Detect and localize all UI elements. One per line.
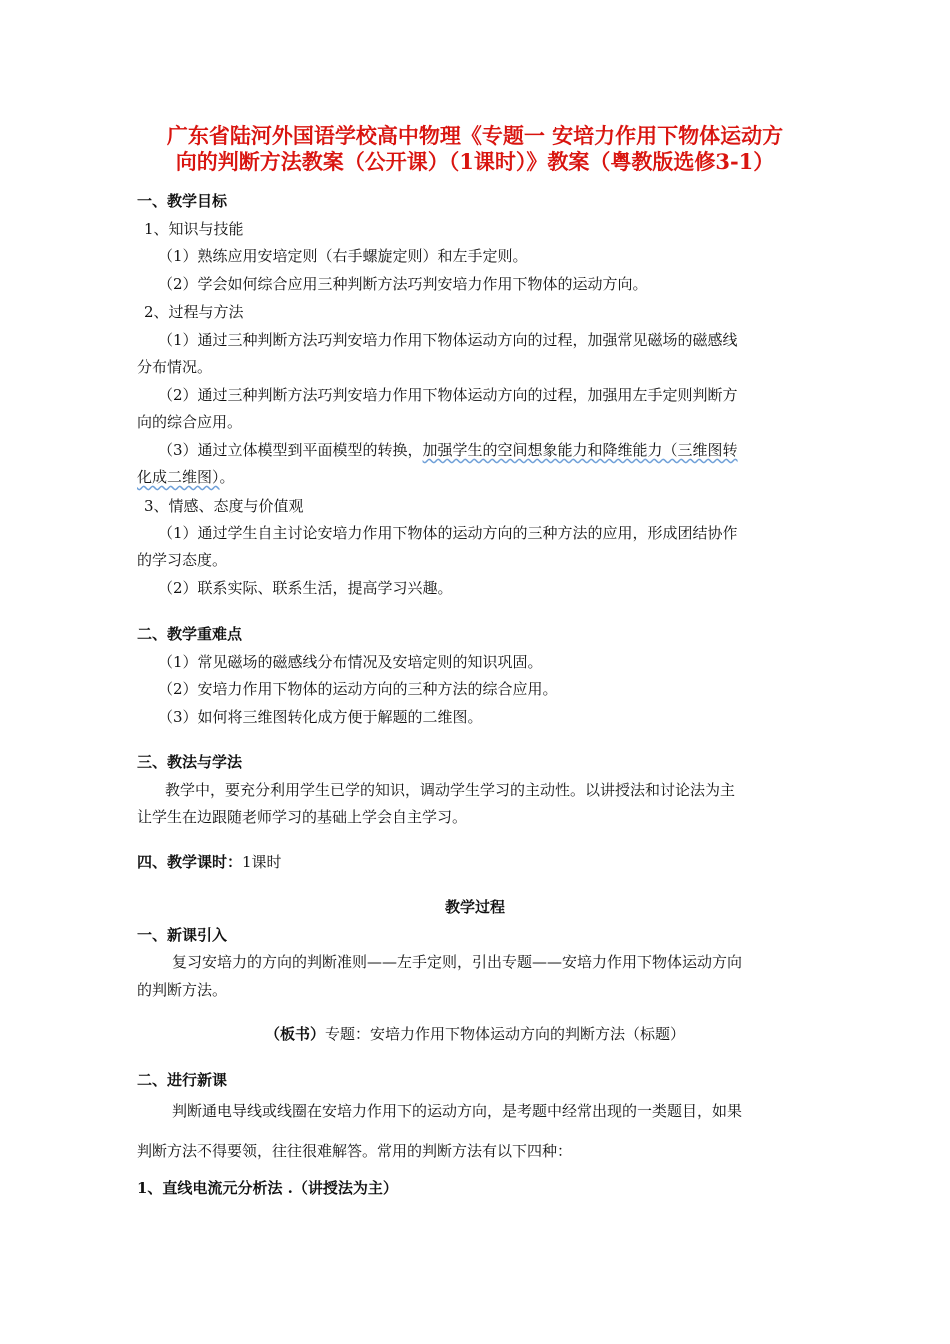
goal-item-continued: 的学习态度。 bbox=[137, 551, 228, 569]
intro-paragraph-continued: 的判断方法。 bbox=[137, 981, 228, 999]
goal-item-continued bbox=[137, 467, 235, 487]
keypoint-item: （3）如何将三维图转化成方便于解题的二维图。 bbox=[158, 708, 483, 726]
goal-item-continued: 分布情况。 bbox=[137, 358, 213, 376]
keypoint-item: （1）常见磁场的磁感线分布情况及安培定则的知识巩固。 bbox=[158, 653, 543, 671]
keypoint-item: （2）安培力作用下物体的运动方向的三种方法的综合应用。 bbox=[158, 680, 558, 698]
hours-label: 四、教学课时： bbox=[137, 853, 243, 871]
goal-item: （2）学会如何综合应用三种判断方法巧判安培力作用下物体的运动方向。 bbox=[158, 275, 648, 293]
methods-paragraph: 教学中，要充分利用学生已学的知识，调动学生学习的主动性。以讲授法和讨论法为主 bbox=[165, 781, 736, 799]
goal-item: （2）联系实际、联系生活，提高学习兴趣。 bbox=[158, 579, 453, 597]
section-heading-methods: 三、教法与学法 bbox=[137, 753, 243, 771]
section-heading-intro: 一、新课引入 bbox=[137, 926, 228, 944]
goal-text: 。 bbox=[219, 468, 235, 486]
subheading-process: 2、过程与方法 bbox=[144, 303, 244, 321]
goal-item bbox=[158, 440, 738, 460]
section-heading-keypoints: 二、教学重难点 bbox=[137, 625, 243, 643]
grammar-underlined-text: 化成二维图） bbox=[137, 468, 220, 486]
intro-paragraph: 复习安培力的方向的判断准则——左手定则，引出专题——安培力作用下物体运动方向 bbox=[172, 953, 743, 971]
section-heading-goals: 一、教学目标 bbox=[137, 192, 228, 210]
new-lesson-paragraph: 判断通电导线或线圈在安培力作用下的运动方向，是考题中经常出现的一类题目，如果 bbox=[172, 1102, 743, 1120]
hours-value: 1课时 bbox=[242, 853, 282, 871]
board-label: （板书） bbox=[264, 1025, 325, 1043]
process-heading: 教学过程 bbox=[444, 898, 505, 916]
subheading-attitude: 3、情感、态度与价值观 bbox=[144, 497, 304, 515]
section-heading-new-lesson: 二、进行新课 bbox=[137, 1071, 228, 1089]
goal-item: （2）通过三种判断方法巧判安培力作用下物体运动方向的过程，加强用左手定则判断方 bbox=[158, 386, 738, 404]
methods-paragraph-continued: 让学生在边跟随老师学习的基础上学会自主学习。 bbox=[137, 808, 468, 826]
goal-item: （1）熟练应用安培定则（右手螺旋定则）和左手定则。 bbox=[158, 247, 528, 265]
goal-item-continued: 向的综合应用。 bbox=[137, 413, 243, 431]
subheading-knowledge: 1、知识与技能 bbox=[144, 220, 244, 238]
board-title bbox=[0, 1024, 950, 1044]
grammar-underlined-text: 加强学生的空间想象能力和降维能力（三维图转 bbox=[422, 441, 738, 459]
new-lesson-paragraph-continued: 判断方法不得要领，往往很难解答。常用的判断方法有以下四种： bbox=[137, 1142, 573, 1160]
goal-text: （3）通过立体模型到平面模型的转换， bbox=[158, 441, 423, 459]
document-title-line-2: 向的判断方法教案（公开课）（1课时）》教案（粤教版选修3-1） bbox=[175, 149, 775, 174]
method-1-heading: 1、直线电流元分析法 .（讲授法为主） bbox=[137, 1179, 398, 1197]
hours-line bbox=[137, 852, 282, 872]
board-text: 专题：安培力作用下物体运动方向的判断方法（标题） bbox=[325, 1025, 686, 1043]
goal-item: （1）通过三种判断方法巧判安培力作用下物体运动方向的过程，加强常见磁场的磁感线 bbox=[158, 331, 738, 349]
document-title-line-1: 广东省陆河外国语学校高中物理《专题一 安培力作用下物体运动方 bbox=[166, 123, 784, 148]
goal-item: （1）通过学生自主讨论安培力作用下物体的运动方向的三种方法的应用，形成团结协作 bbox=[158, 524, 738, 542]
